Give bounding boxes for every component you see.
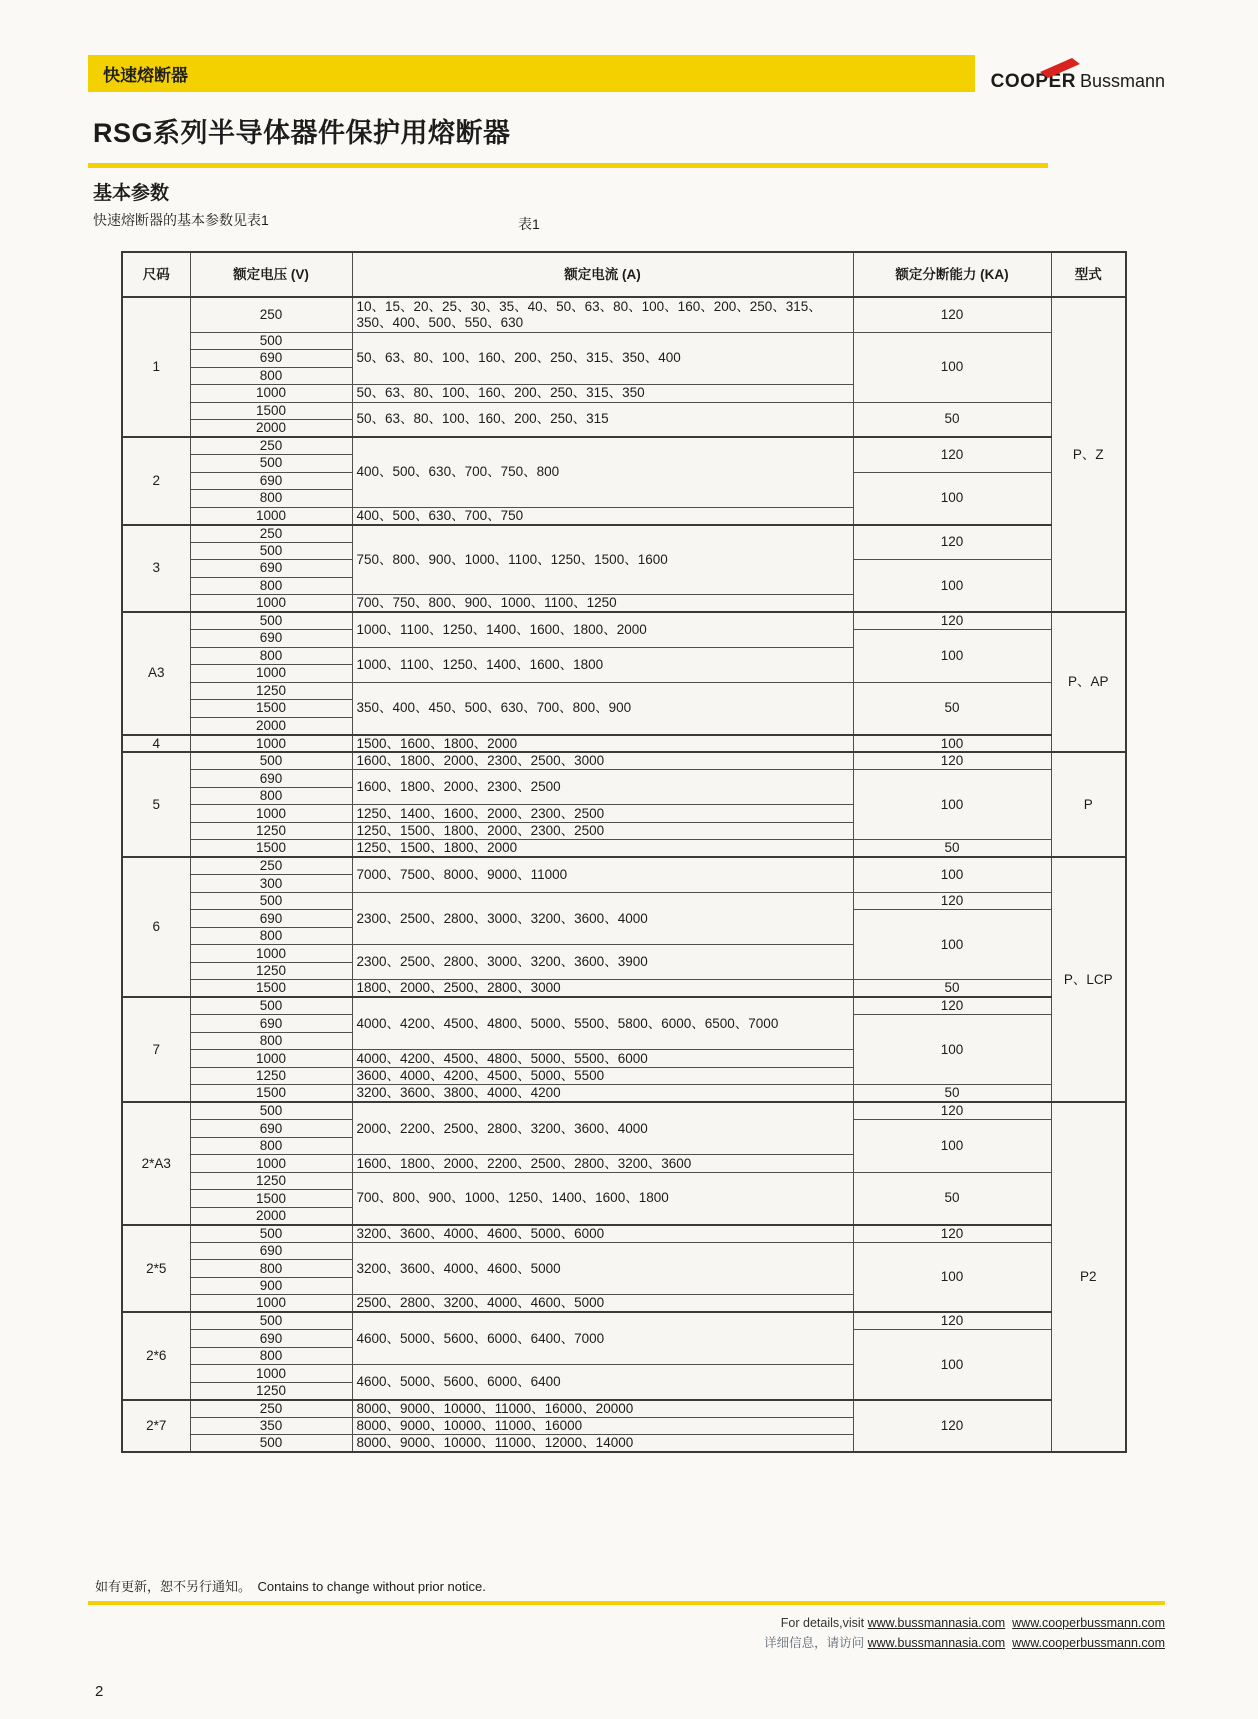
title-divider [88,163,1048,168]
size-cell: 1 [122,297,190,437]
voltage-cell: 1500 [190,700,352,718]
ka-cell: 50 [853,840,1051,858]
ka-cell: 50 [853,402,1051,437]
voltage-cell: 800 [190,1032,352,1050]
voltage-cell: 350 [190,1417,352,1435]
current-cell: 4000、4200、4500、4800、5000、5500、6000 [352,1050,853,1068]
voltage-cell: 1500 [190,840,352,858]
intro-row [93,210,1165,230]
size-cell: 5 [122,752,190,857]
ka-cell: 50 [853,1085,1051,1103]
size-cell: 7 [122,997,190,1102]
table-row [122,1242,1126,1260]
current-cell: 700、750、800、900、1000、1100、1250 [352,595,853,613]
category-banner-label: 快速熔断器 [103,66,188,85]
voltage-cell: 1250 [190,822,352,840]
type-cell: P [1051,752,1126,857]
logo-brand-text: COOPER [990,71,1076,92]
table-row [122,735,1126,753]
footer-links-cn [88,1633,1165,1653]
type-cell: P2 [1051,1102,1126,1452]
voltage-cell: 1000 [190,735,352,753]
table-row [122,1312,1126,1330]
column-header: 额定电流 (A) [352,252,853,297]
ka-cell: 100 [853,1330,1051,1400]
page-number: 2 [95,1683,104,1701]
voltage-cell: 1500 [190,980,352,998]
current-cell: 7000、7500、8000、9000、11000 [352,857,853,892]
voltage-cell: 690 [190,1242,352,1260]
voltage-cell: 300 [190,875,352,893]
intro-text: 快速熔断器的基本参数见表1 [93,212,269,228]
voltage-cell: 1500 [190,402,352,420]
ka-cell: 100 [853,735,1051,753]
column-header: 额定分断能力 (KA) [853,252,1051,297]
voltage-cell: 690 [190,770,352,788]
current-cell: 1250、1500、1800、2000、2300、2500 [352,822,853,840]
current-cell: 700、800、900、1000、1250、1400、1600、1800 [352,1172,853,1225]
table-row [122,980,1126,998]
voltage-cell: 1000 [190,1155,352,1173]
table-row [122,997,1126,1015]
ka-cell: 120 [853,437,1051,472]
current-cell: 1250、1500、1800、2000 [352,840,853,858]
voltage-cell: 1000 [190,385,352,403]
column-header: 额定电压 (V) [190,252,352,297]
ka-cell: 120 [853,297,1051,332]
voltage-cell: 1000 [190,805,352,823]
current-cell: 1600、1800、2000、2300、2500 [352,770,853,805]
voltage-cell: 250 [190,297,352,332]
table-row [122,1172,1126,1190]
current-cell: 1250、1400、1600、2000、2300、2500 [352,805,853,823]
ka-cell: 100 [853,1120,1051,1173]
cooperbussmann-link[interactable]: www.cooperbussmann.com [1012,1616,1165,1631]
size-cell: 2*6 [122,1312,190,1400]
table-row [122,752,1126,770]
voltage-cell: 690 [190,1120,352,1138]
voltage-cell: 250 [190,857,352,875]
current-cell: 4600、5000、5600、6000、6400 [352,1365,853,1400]
page-title: RSG系列半导体器件保护用熔断器 [93,118,511,148]
voltage-cell: 800 [190,1260,352,1278]
ka-cell: 50 [853,682,1051,735]
page-footer [88,1576,1165,1700]
current-cell: 50、63、80、100、160、200、250、315、350、400 [352,332,853,385]
voltage-cell: 800 [190,367,352,385]
current-cell: 1600、1800、2000、2300、2500、3000 [352,752,853,770]
size-cell: 2*7 [122,1400,190,1453]
type-cell: P、Z [1051,297,1126,612]
current-cell: 2500、2800、3200、4000、4600、5000 [352,1295,853,1313]
voltage-cell: 800 [190,647,352,665]
ka-cell: 120 [853,1400,1051,1453]
ka-cell: 120 [853,1225,1051,1243]
ka-cell: 120 [853,1312,1051,1330]
table-header-row [122,252,1126,297]
current-cell: 1600、1800、2000、2200、2500、2800、3200、3600 [352,1155,853,1173]
table-row [122,840,1126,858]
voltage-cell: 1250 [190,1382,352,1400]
voltage-cell: 690 [190,910,352,928]
current-cell: 2000、2200、2500、2800、3200、3600、4000 [352,1102,853,1155]
size-cell: 6 [122,857,190,997]
current-cell: 350、400、450、500、630、700、800、900 [352,682,853,735]
current-cell: 1800、2000、2500、2800、3000 [352,980,853,998]
voltage-cell: 500 [190,455,352,473]
table-row [122,612,1126,630]
table-row [122,332,1126,350]
bussmannasia-link[interactable]: www.bussmannasia.com [867,1616,1006,1631]
parameters-table [121,251,1127,1453]
voltage-cell: 690 [190,350,352,368]
current-cell: 750、800、900、1000、1100、1250、1500、1600 [352,525,853,595]
voltage-cell: 800 [190,490,352,508]
voltage-cell: 690 [190,1330,352,1348]
voltage-cell: 1000 [190,507,352,525]
ka-cell: 100 [853,910,1051,980]
ka-cell: 120 [853,612,1051,630]
ka-cell: 100 [853,472,1051,525]
logo-sub-text: Bussmann [1079,71,1165,91]
voltage-cell: 500 [190,542,352,560]
voltage-cell: 2000 [190,420,352,438]
size-cell: 2*A3 [122,1102,190,1225]
footer-divider [88,1601,1165,1605]
section-heading: 基本参数 [93,183,170,204]
table-row [122,402,1126,420]
ka-cell: 100 [853,1015,1051,1085]
voltage-cell: 500 [190,612,352,630]
voltage-cell: 800 [190,1137,352,1155]
voltage-cell: 1250 [190,962,352,980]
voltage-cell: 1250 [190,1172,352,1190]
current-cell: 1000、1100、1250、1400、1600、1800 [352,647,853,682]
voltage-cell: 2000 [190,717,352,735]
table-row [122,1225,1126,1243]
footer-links-en [88,1613,1165,1633]
size-cell: 4 [122,735,190,753]
voltage-cell: 500 [190,332,352,350]
size-cell: 2*5 [122,1225,190,1313]
current-cell: 3600、4000、4200、4500、5000、5500 [352,1067,853,1085]
current-cell: 3200、3600、3800、4000、4200 [352,1085,853,1103]
ka-cell: 50 [853,1172,1051,1225]
change-notice: 如有更新，恕不另行通知。 Contains to change without prior notice. [95,1579,486,1595]
ka-cell: 120 [853,892,1051,910]
ka-cell: 120 [853,997,1051,1015]
table-row [122,1085,1126,1103]
ka-cell: 50 [853,980,1051,998]
voltage-cell: 800 [190,927,352,945]
table-caption: 表1 [518,216,540,232]
voltage-cell: 500 [190,1435,352,1453]
current-cell: 1000、1100、1250、1400、1600、1800、2000 [352,612,853,647]
table-row [122,770,1126,788]
current-cell: 50、63、80、100、160、200、250、315 [352,402,853,437]
table-row [122,857,1126,875]
current-cell: 400、500、630、700、750、800 [352,437,853,507]
table-row [122,525,1126,543]
voltage-cell: 250 [190,1400,352,1418]
current-cell: 1500、1600、1800、2000 [352,735,853,753]
voltage-cell: 690 [190,560,352,578]
current-cell: 2300、2500、2800、3000、3200、3600、4000 [352,892,853,945]
voltage-cell: 1500 [190,1190,352,1208]
voltage-cell: 1000 [190,1365,352,1383]
ka-cell: 100 [853,332,1051,402]
voltage-cell: 800 [190,787,352,805]
voltage-cell: 250 [190,437,352,455]
current-cell: 2300、2500、2800、3000、3200、3600、3900 [352,945,853,980]
ka-cell: 100 [853,770,1051,840]
ka-cell: 120 [853,525,1051,560]
voltage-cell: 800 [190,1347,352,1365]
voltage-cell: 1250 [190,682,352,700]
voltage-cell: 2000 [190,1207,352,1225]
voltage-cell: 1000 [190,595,352,613]
size-cell: A3 [122,612,190,735]
voltage-cell: 1000 [190,665,352,683]
voltage-cell: 690 [190,472,352,490]
current-cell: 400、500、630、700、750 [352,507,853,525]
current-cell: 10、15、20、25、30、35、40、50、63、80、100、160、200、250、315、350、400、500、550、630 [352,297,853,332]
type-cell: P、LCP [1051,857,1126,1102]
size-cell: 2 [122,437,190,525]
table-row [122,1102,1126,1120]
current-cell: 4000、4200、4500、4800、5000、5500、5800、6000、6500、7000 [352,997,853,1050]
voltage-cell: 1000 [190,1050,352,1068]
current-cell: 8000、9000、10000、11000、16000 [352,1417,853,1435]
current-cell: 8000、9000、10000、11000、16000、20000 [352,1400,853,1418]
voltage-cell: 900 [190,1277,352,1295]
details-prefix-cn: 详细信息，请访问 [764,1636,865,1651]
current-cell: 3200、3600、4000、4600、5000、6000 [352,1225,853,1243]
ka-cell: 100 [853,857,1051,892]
cooper-bussmann-logo [991,71,1165,93]
size-cell: 3 [122,525,190,613]
column-header: 尺码 [122,252,190,297]
voltage-cell: 800 [190,577,352,595]
voltage-cell: 500 [190,752,352,770]
voltage-cell: 690 [190,630,352,648]
table-row [122,892,1126,910]
table-row [122,437,1126,455]
voltage-cell: 1500 [190,1085,352,1103]
current-cell: 8000、9000、10000、11000、12000、14000 [352,1435,853,1453]
logo-flag-icon [1037,55,1083,81]
current-cell: 50、63、80、100、160、200、250、315、350 [352,385,853,403]
voltage-cell: 500 [190,1225,352,1243]
details-prefix-en: For details,visit [780,1616,865,1631]
voltage-cell: 250 [190,525,352,543]
current-cell: 3200、3600、4000、4600、5000 [352,1242,853,1295]
ka-cell: 100 [853,560,1051,613]
category-banner [88,55,975,92]
voltage-cell: 690 [190,1015,352,1033]
voltage-cell: 500 [190,1312,352,1330]
footer-links [88,1613,1165,1653]
ka-cell: 120 [853,752,1051,770]
header-banner-row [88,55,1165,92]
ka-cell: 120 [853,1102,1051,1120]
voltage-cell: 500 [190,1102,352,1120]
table-row [122,1400,1126,1418]
type-cell: P、AP [1051,612,1126,752]
table-row [122,682,1126,700]
column-header: 型式 [1051,252,1126,297]
bussmannasia-link-cn[interactable]: www.bussmannasia.com [867,1636,1006,1651]
voltage-cell: 1000 [190,945,352,963]
cooperbussmann-link-cn[interactable]: www.cooperbussmann.com [1012,1636,1165,1651]
voltage-cell: 1250 [190,1067,352,1085]
current-cell: 4600、5000、5600、6000、6400、7000 [352,1312,853,1365]
ka-cell: 100 [853,1242,1051,1312]
voltage-cell: 500 [190,892,352,910]
voltage-cell: 1000 [190,1295,352,1313]
voltage-cell: 500 [190,997,352,1015]
table-row [122,297,1126,332]
ka-cell: 100 [853,630,1051,683]
